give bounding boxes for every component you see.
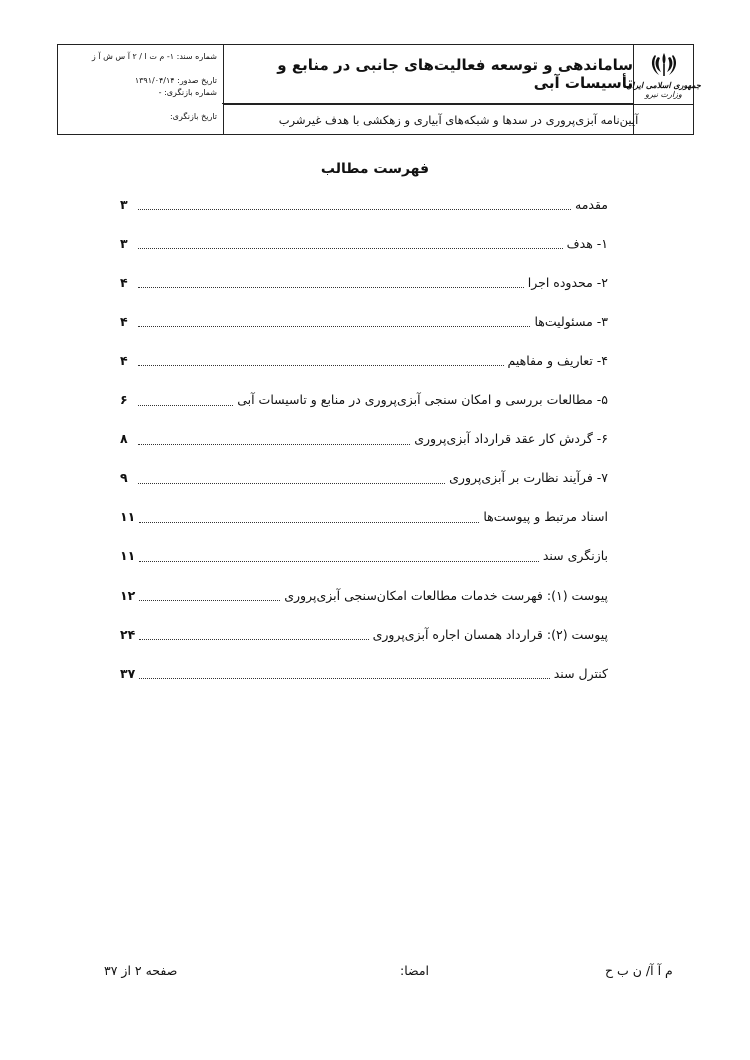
toc-item-label: ۶- گردش کار عقد قرارداد آبزی‌پروری bbox=[414, 431, 608, 447]
toc-item[interactable] bbox=[120, 350, 608, 370]
toc-item-label: اسناد مرتبط و پیوست‌ها bbox=[483, 509, 608, 525]
toc-leader-dots bbox=[139, 677, 549, 679]
toc-item[interactable] bbox=[120, 585, 608, 605]
toc-item-page: ۶ bbox=[120, 392, 128, 407]
toc-item-label: ۵- مطالعات بررسی و امکان سنجی آبزی‌پروری در منابع و تاسیسات آبی bbox=[237, 392, 608, 407]
toc-item[interactable] bbox=[120, 507, 608, 527]
toc-leader-dots bbox=[139, 560, 539, 562]
toc-leader-dots bbox=[138, 247, 563, 249]
toc-item-label: ۳- مسئولیت‌ها bbox=[534, 313, 608, 329]
toc-title: فهرست مطالب bbox=[320, 161, 430, 177]
revision-date: تاریخ بازنگری: bbox=[169, 112, 217, 121]
toc-item-label: مقدمه bbox=[575, 196, 608, 212]
toc-leader-dots bbox=[138, 482, 445, 484]
toc-item-label: ۲- محدوده اجرا bbox=[527, 274, 608, 290]
toc-item-page: ۴ bbox=[120, 352, 128, 368]
doc-number: شماره سند: ۱- م ت ا / ۲ آ س ش آ ز bbox=[91, 52, 217, 61]
toc-item[interactable] bbox=[120, 311, 608, 331]
logo-line-2: وزارت نیرو bbox=[645, 90, 682, 99]
emblem-icon bbox=[649, 51, 679, 79]
toc-item-label: ۷- فرآیند نظارت بر آبزی‌پروری bbox=[449, 470, 608, 486]
toc-leader-dots bbox=[138, 364, 504, 366]
toc-item-label: ۱- هدف bbox=[566, 235, 608, 251]
toc-item-label: پیوست (۱): فهرست خدمات مطالعات امکان‌سنجی آبزی‌پروری bbox=[284, 587, 608, 603]
toc-item-label: بازنگری سند bbox=[542, 548, 608, 564]
toc-leader-dots bbox=[139, 521, 479, 523]
issue-date: تاریخ صدور: ۱۳۹۱/۰۴/۱۴ bbox=[134, 76, 217, 85]
document-header bbox=[57, 44, 701, 135]
footer-signature: امضا: bbox=[400, 963, 430, 978]
toc-item[interactable] bbox=[120, 233, 608, 253]
toc-item[interactable] bbox=[120, 546, 608, 566]
toc-item-page: ۱۱ bbox=[120, 509, 136, 525]
toc-item-page: ۱۲ bbox=[120, 587, 136, 603]
toc-item-page: ۸ bbox=[120, 431, 128, 447]
toc-item-page: ۴ bbox=[120, 313, 128, 329]
toc-item[interactable] bbox=[120, 429, 608, 449]
toc-item[interactable] bbox=[120, 468, 608, 488]
toc-item-label: کنترل سند bbox=[553, 665, 608, 681]
footer-code: م آ آ/ ن ب ح bbox=[605, 963, 673, 978]
toc-item-page: ۳ bbox=[120, 235, 128, 251]
document-subtitle: آیین‌نامه آبزی‌پروری در سدها و شبکه‌های آبیاری و زهکشی با هدف غیرشرب bbox=[223, 104, 693, 134]
toc-item-page: ۹ bbox=[120, 470, 128, 486]
toc-leader-dots bbox=[139, 638, 368, 640]
toc-leader-dots bbox=[138, 208, 571, 210]
revision-number: شماره بازنگری: - bbox=[158, 88, 217, 97]
toc-item[interactable] bbox=[120, 194, 608, 214]
logo-line-1: جمهوری اسلامی ایران bbox=[626, 80, 701, 90]
toc-item[interactable] bbox=[120, 624, 608, 644]
toc-item-page: ۳۷ bbox=[120, 665, 136, 681]
toc-item-page: ۲۴ bbox=[120, 626, 136, 642]
toc-leader-dots bbox=[138, 286, 524, 288]
toc-leader-dots bbox=[139, 599, 280, 601]
toc-item-page: ۴ bbox=[120, 274, 128, 290]
toc-item-label: ۴- تعاریف و مفاهیم bbox=[507, 352, 608, 368]
toc-item[interactable] bbox=[120, 663, 608, 683]
toc-item-page: ۳ bbox=[120, 196, 128, 212]
toc-item-page: ۱۱ bbox=[120, 548, 136, 564]
toc-leader-dots bbox=[138, 443, 410, 445]
document-meta bbox=[58, 45, 224, 134]
toc-item[interactable] bbox=[120, 390, 608, 410]
document-title: ساماندهی و توسعه فعالیت‌های جانبی در منابع و تأسیسات آبی bbox=[222, 45, 633, 104]
footer-page-number: صفحه ۲ از ۳۷ bbox=[104, 963, 178, 978]
toc-leader-dots bbox=[138, 404, 233, 406]
toc-item[interactable] bbox=[120, 272, 608, 292]
toc-item-label: پیوست (۲): قرارداد همسان اجاره آبزی‌پروری bbox=[372, 626, 608, 642]
toc-leader-dots bbox=[138, 325, 530, 327]
